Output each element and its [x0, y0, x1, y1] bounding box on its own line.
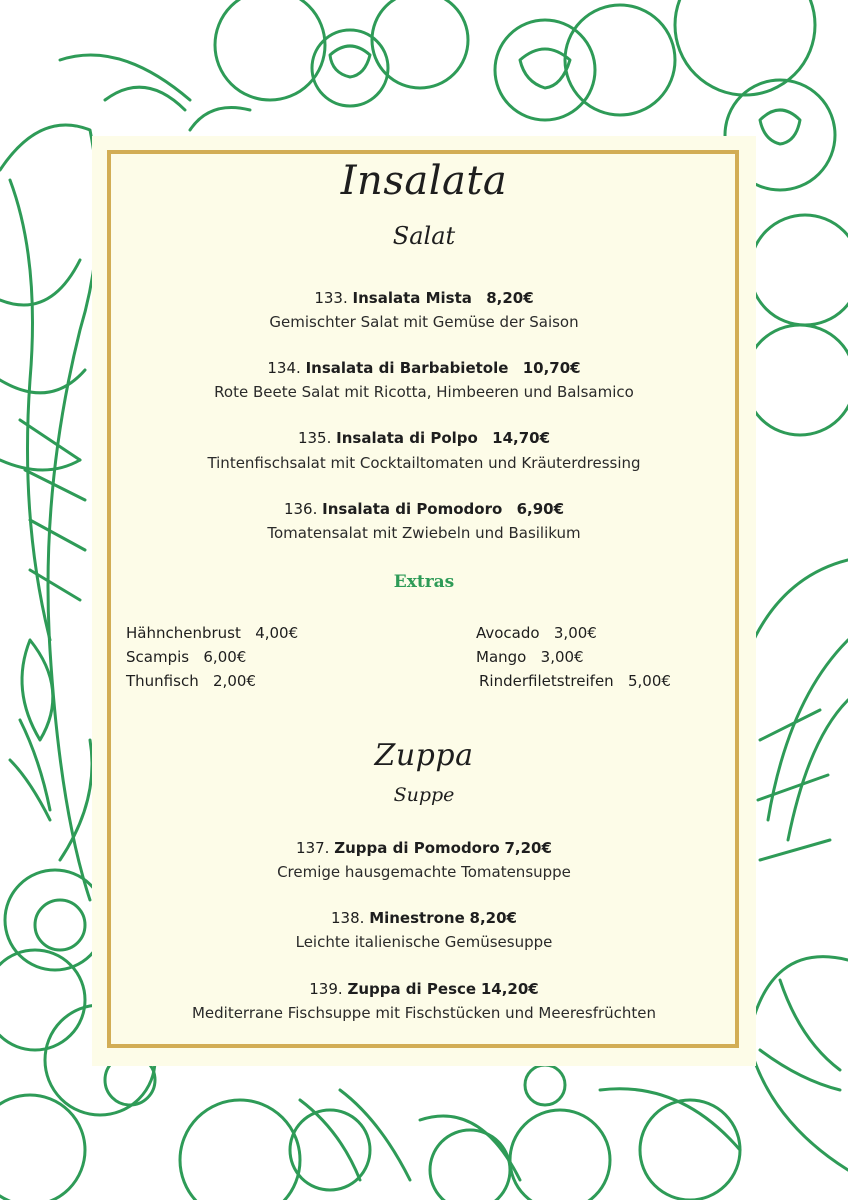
item-name: Insalata di Barbabietole — [305, 359, 509, 377]
item-number: 136. — [283, 500, 318, 518]
item-number: 135. — [297, 429, 332, 447]
menu-item-description: Cremige hausgemachte Tomatensuppe — [277, 863, 571, 881]
menu-item-title — [92, 288, 756, 308]
section-title-insalata: Insalata — [340, 158, 508, 204]
item-name: Insalata di Polpo — [336, 429, 478, 447]
menu-item-description: Mediterrane Fischsuppe mit Fischstücken und Meeresfrüchten — [191, 1004, 657, 1022]
menu-item-description: Tomatensalat mit Zwiebeln und Basilikum — [267, 524, 581, 542]
extra-item: Avocado 3,00€ — [476, 624, 597, 642]
item-price: 10,70€ — [522, 359, 581, 377]
menu-item-title — [92, 358, 756, 378]
tomato-illustration — [215, 0, 325, 100]
menu-item-title — [92, 979, 756, 999]
menu-item-description: Leichte italienische Gemüsesuppe — [295, 933, 553, 951]
item-price: 8,20€ — [486, 289, 534, 307]
extra-item: Hähnchenbrust 4,00€ — [126, 624, 299, 642]
menu-item-title — [92, 838, 756, 858]
extras-heading: Extras — [393, 572, 455, 592]
item-price: 8,20€ — [469, 909, 517, 927]
extra-item: Mango 3,00€ — [476, 648, 584, 666]
menu-item-description: Tintenfischsalat mit Cocktailtomaten und Kräuterdressing — [207, 454, 641, 472]
item-number: 138. — [331, 909, 365, 927]
menu-item-title — [92, 908, 756, 928]
item-number: 134. — [267, 359, 301, 377]
item-number: 137. — [296, 839, 330, 857]
item-name: Zuppa di Pomodoro — [334, 839, 500, 857]
menu-item-title — [92, 428, 756, 448]
menu-item-description: Rote Beete Salat mit Ricotta, Himbeeren und Balsamico — [214, 383, 634, 401]
tomato-illustration — [372, 0, 468, 88]
item-price: 7,20€ — [504, 839, 552, 857]
item-price: 14,70€ — [492, 429, 551, 447]
extra-item: Scampis 6,00€ — [126, 648, 247, 666]
lettuce-illustration — [0, 125, 98, 900]
extra-item: Thunfisch 2,00€ — [126, 672, 256, 690]
section-title-zuppa: Zuppa — [374, 738, 474, 773]
section-subtitle-salat: Salat — [392, 222, 456, 250]
extra-item: Rinderfiletstreifen 5,00€ — [479, 672, 671, 690]
item-name: Zuppa di Pesce — [347, 980, 477, 998]
menu-item-title — [92, 499, 756, 519]
tomato-illustration — [180, 1100, 300, 1200]
item-number: 139. — [309, 980, 343, 998]
item-name: Minestrone — [369, 909, 465, 927]
item-name: Insalata Mista — [352, 289, 472, 307]
item-price: 6,90€ — [516, 500, 565, 518]
item-price: 14,20€ — [480, 980, 539, 998]
menu-item-description: Gemischter Salat mit Gemüse der Saison — [269, 313, 579, 331]
item-number: 133. — [314, 289, 348, 307]
item-name: Insalata di Pomodoro — [322, 500, 503, 518]
section-subtitle-suppe: Suppe — [393, 784, 455, 806]
